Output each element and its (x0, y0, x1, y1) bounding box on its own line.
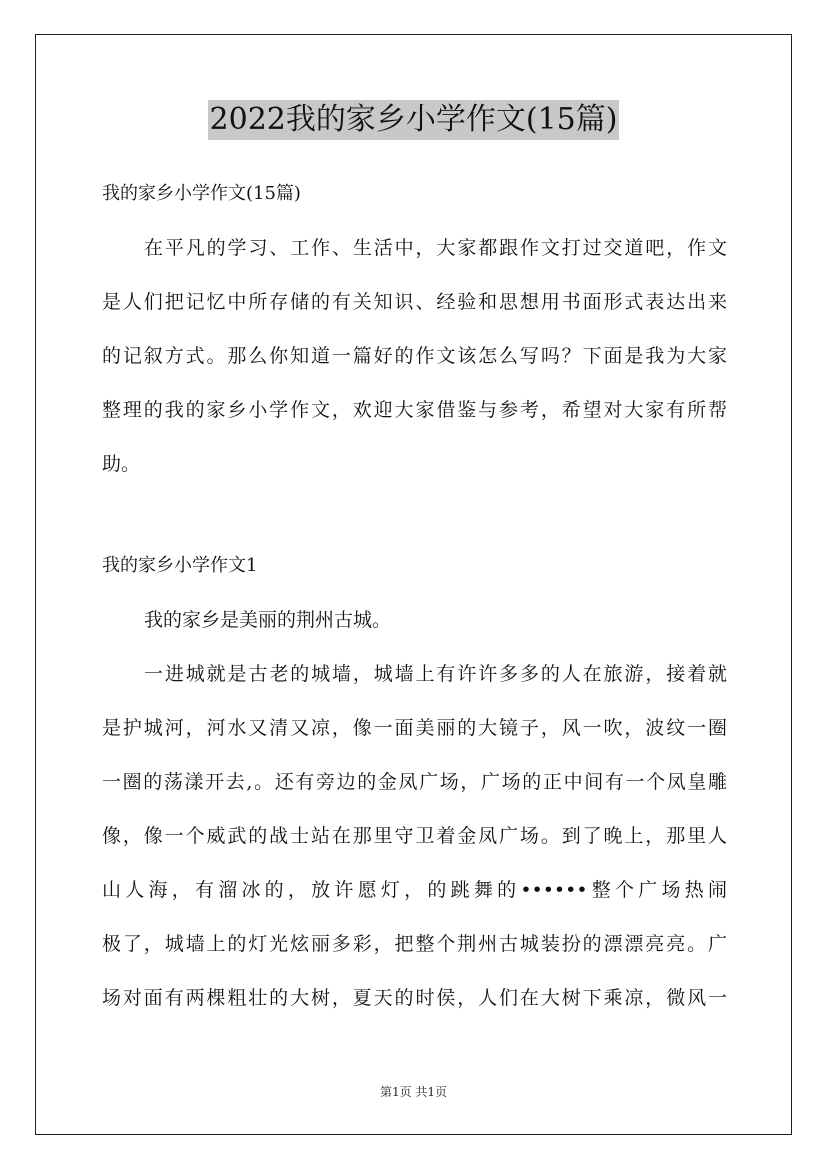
document-subtitle: 我的家乡小学作文(15篇) (102, 183, 301, 204)
document-body (102, 176, 727, 1034)
intro-line-5: 助。 (102, 453, 141, 475)
intro-line-4: 整理的我的家乡小学作文，欢迎大家借鉴与参考，希望对大家有所帮 (102, 399, 727, 421)
title-container (0, 100, 827, 140)
section-line-4: 像，像一个威武的战士站在那里守卫着金凤广场。到了晚上，那里人 (102, 825, 727, 847)
section-line-3: 一圈的荡漾开去,。还有旁边的金凤广场，广场的正中间有一个凤皇雕 (102, 771, 727, 793)
section-line-6: 极了，城墙上的灯光炫丽多彩，把整个荆州古城装扮的漂漂亮亮。广 (102, 933, 727, 955)
document-title: 2022我的家乡小学作文(15篇) (208, 100, 620, 140)
section-line-1: 一进城就是古老的城墙，城墙上有许许多多的人在旅游，接着就 (144, 663, 727, 685)
section-line-7: 场对面有两棵粗壮的大树，夏天的时侯，人们在大树下乘凉，微风一 (102, 987, 727, 1009)
section-heading: 我的家乡小学作文1 (102, 555, 258, 576)
intro-line-3: 的记叙方式。那么你知道一篇好的作文该怎么写吗？下面是我为大家 (102, 345, 727, 367)
section-line-2: 是护城河，河水又清又凉，像一面美丽的大镜子，风一吹，波纹一圈 (102, 717, 727, 739)
page-footer: 第1页 共1页 (379, 1085, 448, 1099)
section-line-5: 山人海，有溜冰的，放许愿灯，的跳舞的••••••整个广场热闹 (102, 879, 727, 901)
intro-line-2: 是人们把记忆中所存储的有关知识、经验和思想用书面形式表达出来 (102, 291, 727, 313)
section-spacer (102, 500, 727, 548)
intro-line-1: 在平凡的学习、工作、生活中，大家都跟作文打过交道吧，作文 (144, 237, 727, 259)
section-paragraph-1: 我的家乡是美丽的荆州古城。 (144, 609, 392, 631)
